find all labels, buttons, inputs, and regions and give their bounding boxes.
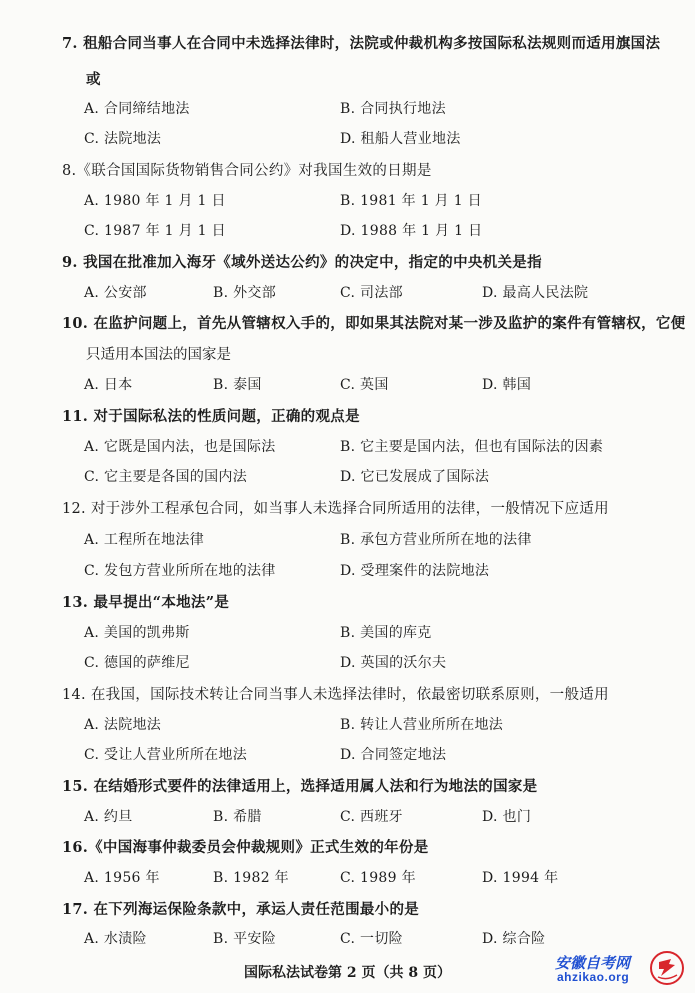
question-10-stem-cont: 只适用本国法的国家是: [86, 347, 231, 363]
page-footer: 国际私法试卷第 2 页（共 8 页）: [244, 965, 451, 981]
watermark-site-name: 安徽自考网: [555, 955, 631, 972]
question-13-option-c: C. 德国的萨维尼: [84, 655, 190, 671]
question-7-option-c: C. 法院地法: [84, 131, 162, 147]
question-11-option-a: A. 它既是国内法，也是国际法: [84, 439, 276, 455]
question-10-option-d: D. 韩国: [482, 377, 532, 393]
question-15-option-b: B. 希腊: [213, 809, 262, 825]
question-7-option-d: D. 租船人营业地法: [340, 131, 461, 147]
question-16-stem: 16.《中国海事仲裁委员会仲裁规则》正式生效的年份是: [62, 839, 429, 856]
question-16-option-c: C. 1989 年: [340, 870, 416, 886]
question-10-option-b: B. 泰国: [213, 377, 262, 393]
question-17-option-c: C. 一切险: [340, 931, 403, 947]
question-11-stem: 11. 对于国际私法的性质问题，正确的观点是: [62, 408, 360, 425]
question-8-option-a: A. 1980 年 1 月 1 日: [84, 193, 226, 209]
question-16-option-b: B. 1982 年: [213, 870, 289, 886]
question-12-stem: 12. 对于涉外工程承包合同，如当事人未选择合同所适用的法律，一般情况下应适用: [62, 501, 609, 517]
question-7-option-b: B. 合同执行地法: [340, 101, 446, 117]
question-9-option-d: D. 最高人民法院: [482, 285, 589, 301]
question-12-option-b: B. 承包方营业所所在地的法律: [340, 532, 532, 548]
question-9-stem: 9. 我国在批准加入海牙《域外送达公约》的决定中，指定的中央机关是指: [62, 254, 542, 271]
question-9-option-a: A. 公安部: [84, 285, 147, 301]
question-16-option-d: D. 1994 年: [482, 870, 559, 886]
question-9-option-b: B. 外交部: [213, 285, 276, 301]
question-7-option-a: A. 合同缔结地法: [84, 101, 190, 117]
question-7-stem: 7. 租船合同当事人在合同中未选择法律时，法院或仲裁机构多按国际私法规则而适用旗国法: [62, 35, 661, 52]
question-9-option-c: C. 司法部: [340, 285, 403, 301]
question-17-option-a: A. 水渍险: [84, 931, 147, 947]
watermark-url: ahzikao.org: [557, 970, 630, 984]
question-11-option-d: D. 它已发展成了国际法: [340, 469, 490, 485]
question-10-option-c: C. 英国: [340, 377, 389, 393]
site-watermark: [555, 950, 685, 988]
question-15-option-a: A. 约旦: [84, 809, 133, 825]
question-17-option-b: B. 平安险: [213, 931, 276, 947]
question-12-option-a: A. 工程所在地法律: [84, 532, 205, 548]
question-8-option-b: B. 1981 年 1 月 1 日: [340, 193, 482, 209]
question-14-option-d: D. 合同签定地法: [340, 747, 447, 763]
question-8-option-c: C. 1987 年 1 月 1 日: [84, 223, 226, 239]
question-14-option-a: A. 法院地法: [84, 717, 162, 733]
question-13-option-b: B. 美国的库克: [340, 625, 432, 641]
question-12-option-c: C. 发包方营业所所在地的法律: [84, 563, 276, 579]
question-14-option-b: B. 转让人营业所所在地法: [340, 717, 504, 733]
question-8-stem: 8.《联合国国际货物销售合同公约》对我国生效的日期是: [62, 163, 432, 179]
question-11-option-b: B. 它主要是国内法，但也有国际法的因素: [340, 439, 604, 455]
question-17-option-d: D. 综合险: [482, 931, 546, 947]
question-13-option-d: D. 英国的沃尔夫: [340, 655, 447, 671]
question-17-stem: 17. 在下列海运保险条款中，承运人责任范围最小的是: [62, 901, 420, 918]
question-14-option-c: C. 受让人营业所所在地法: [84, 747, 248, 763]
question-12-option-d: D. 受理案件的法院地法: [340, 563, 490, 579]
question-10-option-a: A. 日本: [84, 377, 133, 393]
question-7-stem-cont: 或: [86, 71, 101, 88]
question-16-option-a: A. 1956 年: [84, 870, 160, 886]
question-11-option-c: C. 它主要是各国的国内法: [84, 469, 248, 485]
question-13-stem: 13. 最早提出“本地法”是: [62, 594, 230, 611]
question-15-stem: 15. 在结婚形式要件的法律适用上，选择适用属人法和行为地法的国家是: [62, 778, 538, 795]
question-10-stem: 10. 在监护问题上，首先从管辖权入手的，即如果其法院对某一涉及监护的案件有管辖权，它便: [62, 315, 686, 332]
question-13-option-a: A. 美国的凯弗斯: [84, 625, 190, 641]
question-14-stem: 14. 在我国，国际技术转让合同当事人未选择法律时，依最密切联系原则，一般适用: [62, 687, 609, 703]
watermark-logo-icon: [649, 950, 685, 986]
question-15-option-d: D. 也门: [482, 809, 532, 825]
question-8-option-d: D. 1988 年 1 月 1 日: [340, 223, 483, 239]
question-15-option-c: C. 西班牙: [340, 809, 403, 825]
